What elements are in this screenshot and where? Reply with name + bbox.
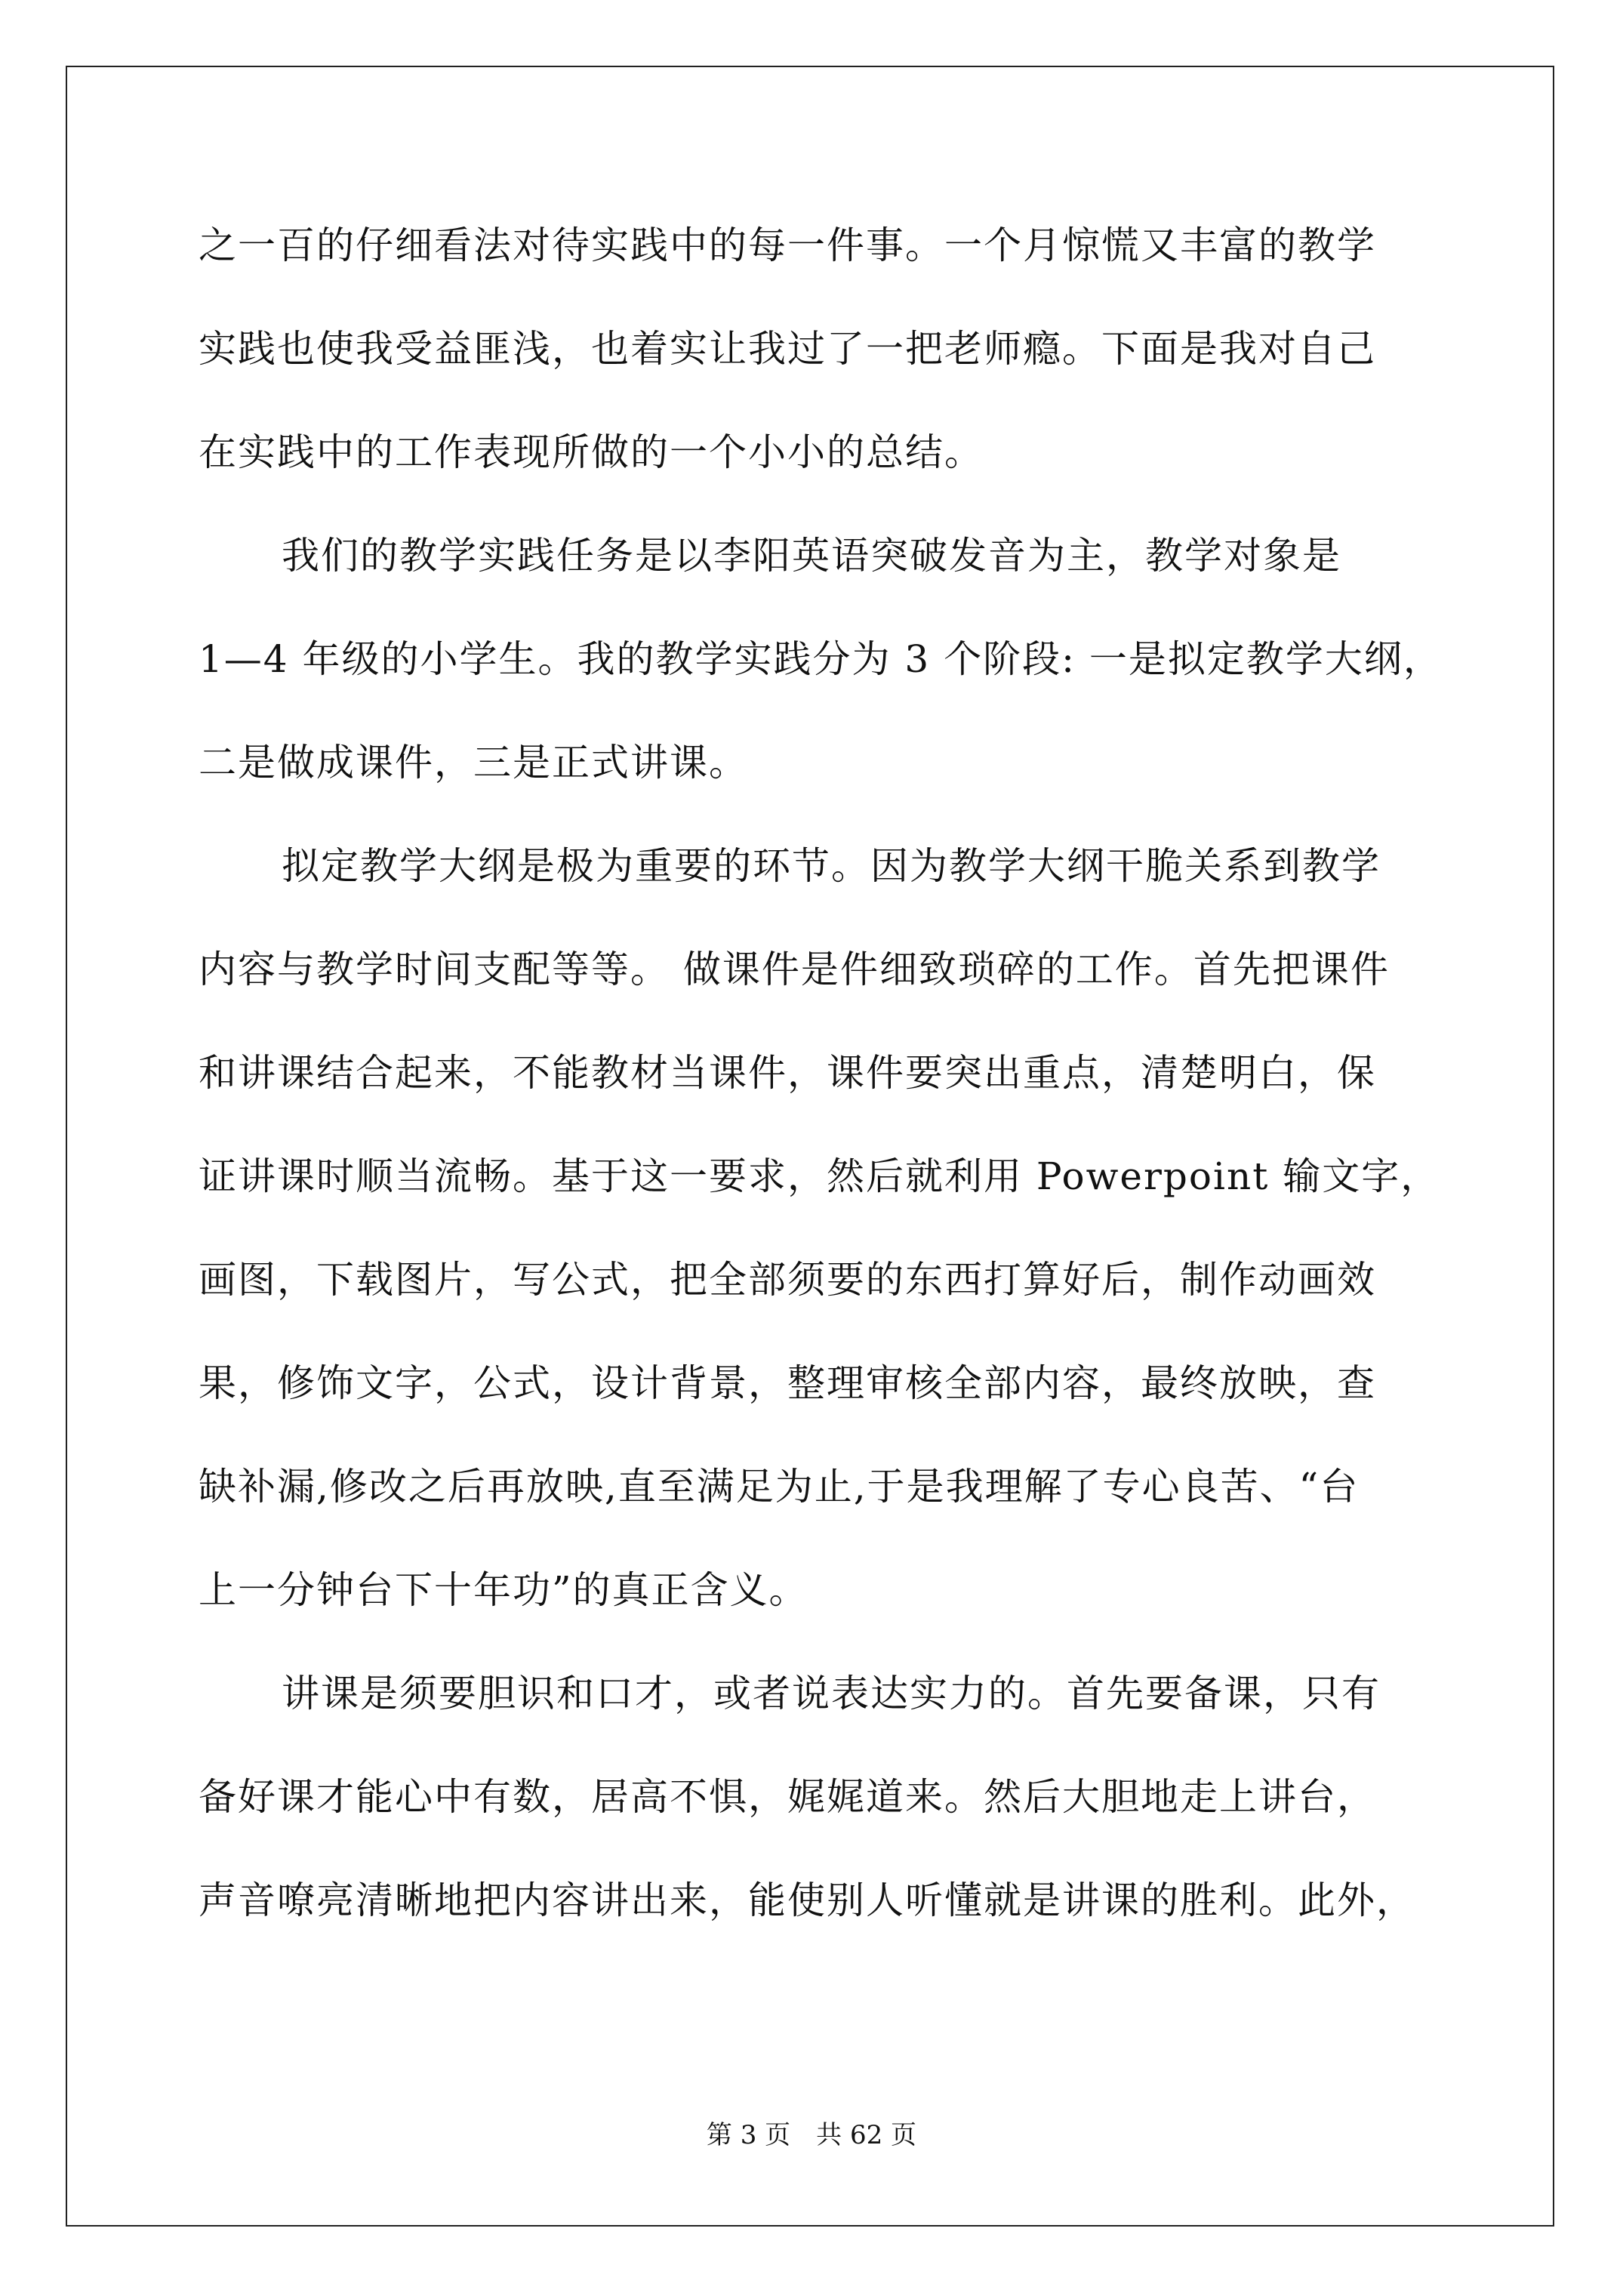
- text-line: 缺补漏,修改之后再放映,直至满足为止,于是我理解了专心良苦、“台: [199, 1465, 1360, 1509]
- text-line: 声音嘹亮清晰地把内容讲出来，能使别人听懂就是讲课的胜利。此外，: [199, 1878, 1415, 1922]
- paragraph-start-line: 讲课是须要胆识和口才，或者说表达实力的。首先要备课，只有: [282, 1672, 1381, 1715]
- page-number-footer: 第 3 页 共 62 页: [706, 2120, 917, 2150]
- text-line: 二是做成课件，三是正式讲课。: [199, 741, 748, 784]
- text-line: 证讲课时顺当流畅。基于这一要求，然后就利用 Powerpoint 输文字，: [199, 1154, 1440, 1198]
- text-line: 和讲课结合起来，不能教材当课件，课件要突出重点，清楚明白，保: [199, 1051, 1376, 1095]
- text-line: 画图，下载图片，写公式，把全部须要的东西打算好后，制作动画效: [199, 1258, 1376, 1302]
- text-line: 实践也使我受益匪浅，也着实让我过了一把老师瘾。下面是我对自己: [199, 327, 1376, 371]
- paragraph-start-line: 拟定教学大纲是极为重要的环节。因为教学大纲干脆关系到教学: [282, 844, 1381, 888]
- text-line: 果，修饰文字，公式，设计背景，整理审核全部内容，最终放映，查: [199, 1361, 1376, 1405]
- paragraph-start-line: 我们的教学实践任务是以李阳英语突破发音为主，教学对象是: [282, 534, 1341, 578]
- text-line: 之一百的仔细看法对待实践中的每一件事。一个月惊慌又丰富的教学: [199, 223, 1376, 267]
- text-line: 1—4 年级的小学生。我的教学实践分为 3 个阶段: 一是拟定教学大纲，: [199, 637, 1443, 681]
- text-line: 上一分钟台下十年功”的真正含义。: [199, 1568, 808, 1612]
- document-body: [199, 215, 1467, 1974]
- text-line: 备好课才能心中有数，居高不惧，娓娓道来。然后大胆地走上讲台，: [199, 1775, 1376, 1819]
- text-line: 在实践中的工作表现所做的一个小小的总结。: [199, 430, 984, 474]
- text-line: 内容与教学时间支配等等。 做课件是件细致琐碎的工作。首先把课件: [199, 948, 1390, 991]
